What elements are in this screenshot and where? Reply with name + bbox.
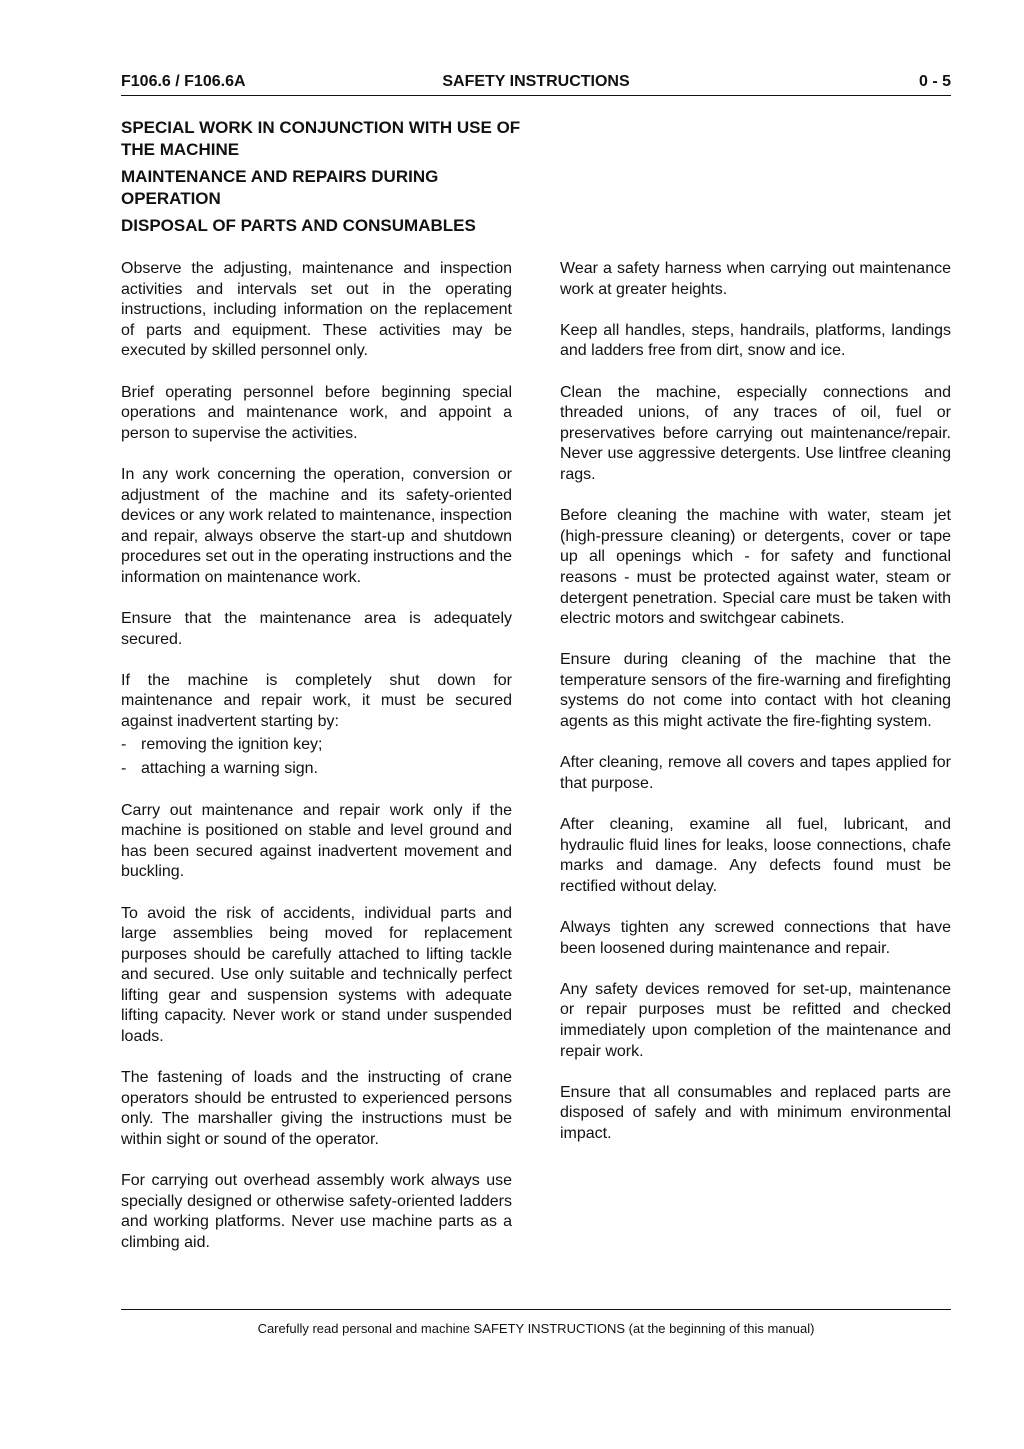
heading-special-work: SPECIAL WORK IN CONJUNCTION WITH USE OF THE MACHINE: [121, 118, 521, 159]
paragraph: Any safety devices removed for set-up, maintenance or repair purposes must be refitted and checked immediately upon completion of the maintenance and repair work.: [560, 980, 951, 1060]
bullet-dash: -: [121, 760, 127, 778]
paragraph: Ensure that all consumables and replaced parts are disposed of safely and with minimum environmental impact.: [560, 1083, 951, 1142]
list-item: [121, 735, 512, 756]
list-item-text: removing the ignition key;: [141, 736, 323, 754]
heading-maintenance-repairs: MAINTENANCE AND REPAIRS DURING OPERATION: [121, 167, 439, 208]
page-header: [121, 71, 951, 96]
list-item: [121, 759, 512, 780]
paragraph: Ensure that the maintenance area is adequately secured.: [121, 610, 512, 648]
bullet-dash: -: [121, 736, 127, 754]
paragraph: After cleaning, examine all fuel, lubricant, and hydraulic fluid lines for leaks, loose connections, chafe marks and damage. Any defects found must be rectified without delay.: [560, 816, 951, 895]
paragraph: After cleaning, remove all covers and tapes applied for that purpose.: [560, 754, 951, 792]
footer-note: Carefully read personal and machine SAFETY INSTRUCTIONS (at the beginning of this manual): [257, 1321, 815, 1336]
paragraph: Before cleaning the machine with water, steam jet (high-pressure cleaning) or detergents, cover or tape up all openings which - for safety and functional reasons - must be protected against water, steam or detergent penetration. Special care must be taken with electric motors and switchgear cabinets.: [560, 507, 951, 628]
heading-disposal: DISPOSAL OF PARTS AND CONSUMABLES: [121, 216, 476, 235]
left-column: [121, 259, 512, 1274]
footer-divider: [121, 1309, 951, 1310]
paragraph: In any work concerning the operation, conversion or adjustment of the machine and its safety-oriented devices or any work related to maintenance, inspection and repair, always observe the start-up and shutdown procedures set out in the operating instructions and the information on maintenance work.: [121, 465, 512, 586]
paragraph: Keep all handles, steps, handrails, platforms, landings and ladders free from dirt, snow and ice.: [560, 321, 951, 360]
model-number: F106.6 / F106.6A: [121, 73, 246, 90]
paragraph: Wear a safety harness when carrying out maintenance work at greater heights.: [560, 260, 951, 298]
paragraph: Clean the machine, especially connections and threaded unions, of any traces of oil, fuel or preservatives before carrying out maintenance/repair. Never use aggressive detergents. Use lintfree cleaning rags.: [560, 383, 951, 483]
paragraph: Observe the adjusting, maintenance and inspection activities and intervals set out in the operating instructions, including information on the replacement of parts and equipment. These activities may be executed by skilled personnel only.: [121, 260, 512, 360]
paragraph: The fastening of loads and the instructing of crane operators should be entrusted to experienced persons only. The marshaller giving the instructions must be within sight or sound of the operator.: [121, 1069, 512, 1149]
right-column: [560, 259, 951, 1165]
bullet-list: [121, 735, 512, 780]
page-number: 0 - 5: [918, 73, 951, 90]
paragraph: To avoid the risk of accidents, individual parts and large assemblies being moved for replacement purposes should be carefully attached to lifting tackle and secured. Use only suitable and technically perfect lifting gear and suspension systems with adequate lifting capacity. Never work or stand under suspended loads.: [121, 904, 512, 1046]
paragraph: For carrying out overhead assembly work always use specially designed or otherwise safety-oriented ladders and working platforms. Never use machine parts as a climbing aid.: [121, 1172, 512, 1251]
list-item-text: attaching a warning sign.: [141, 760, 318, 778]
section-title: SAFETY INSTRUCTIONS: [442, 73, 630, 90]
headings-block: [121, 117, 541, 242]
paragraph: Always tighten any screwed connections that have been loosened during maintenance and repair.: [560, 919, 951, 957]
paragraph: Brief operating personnel before beginning special operations and maintenance work, and appoint a person to supervise the activities.: [121, 383, 512, 442]
paragraph: Ensure during cleaning of the machine that the temperature sensors of the fire-warning and firefighting systems do not come into contact with hot cleaning agents as this might activate the fire-fighting system.: [560, 651, 951, 731]
paragraph: If the machine is completely shut down for maintenance and repair work, it must be secured against inadvertent starting by:: [121, 671, 512, 731]
paragraph: Carry out maintenance and repair work only if the machine is positioned on stable and level ground and has been secured against inadvertent movement and buckling.: [121, 801, 512, 881]
